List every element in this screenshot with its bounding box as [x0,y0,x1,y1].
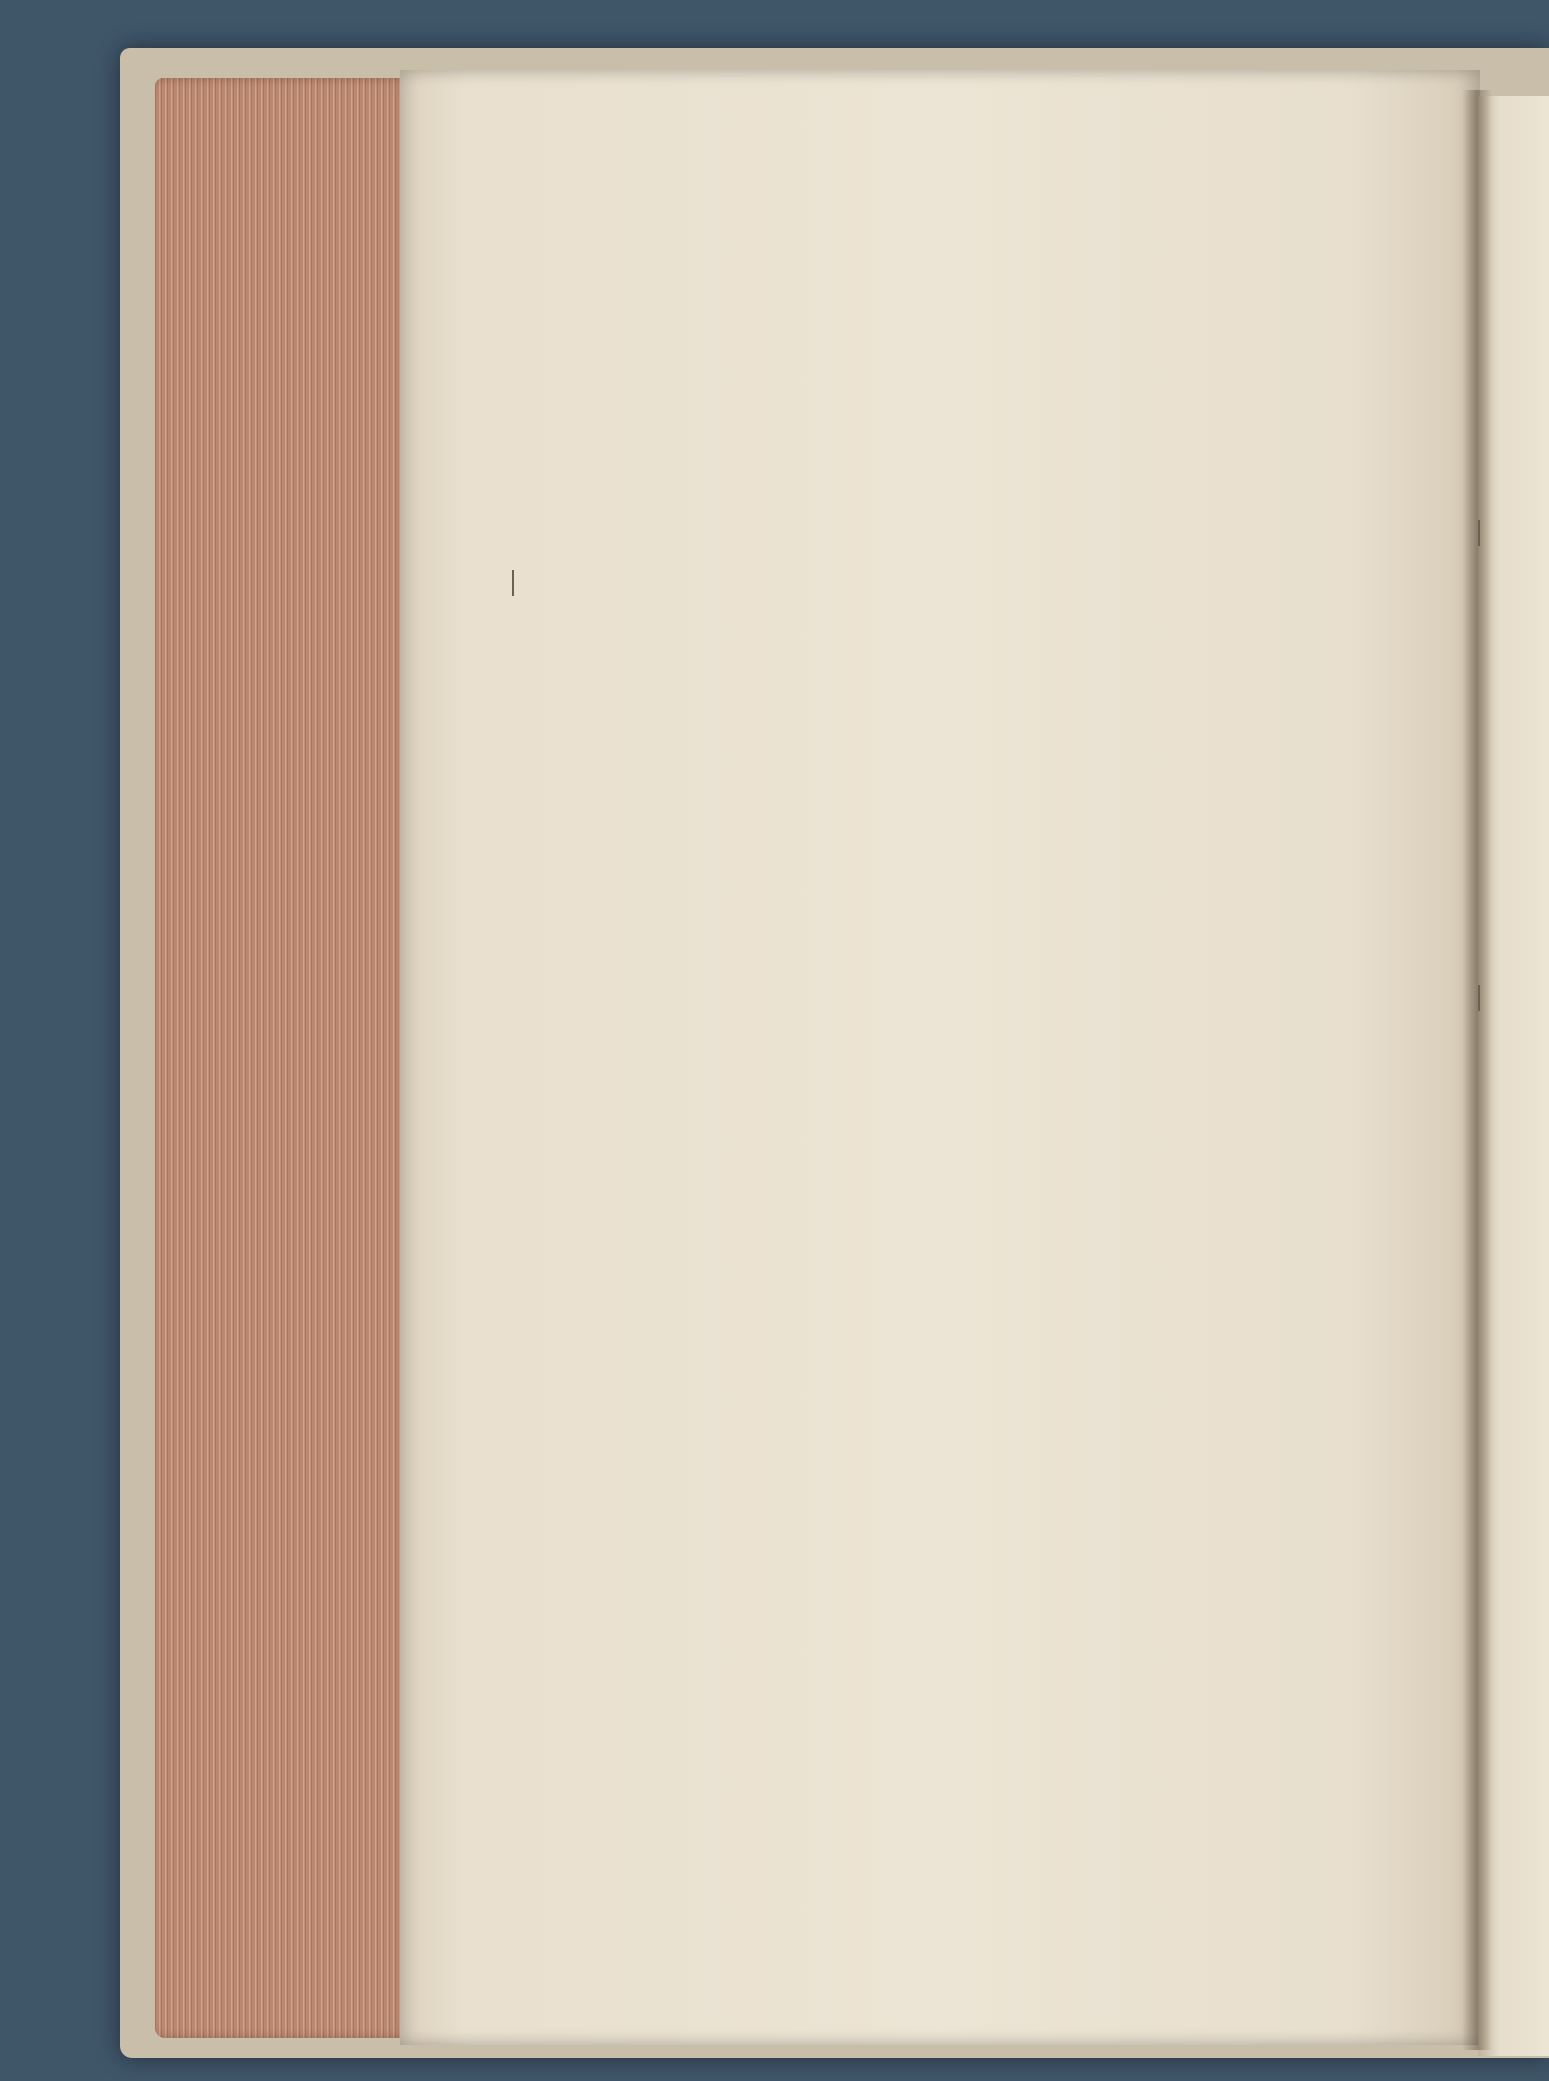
margin-tick [1478,985,1480,1011]
left-page [400,70,1480,2045]
book-gutter [1462,90,1492,2050]
margin-tick [512,570,514,596]
page-edges [155,78,410,2038]
margin-tick [1478,520,1480,546]
